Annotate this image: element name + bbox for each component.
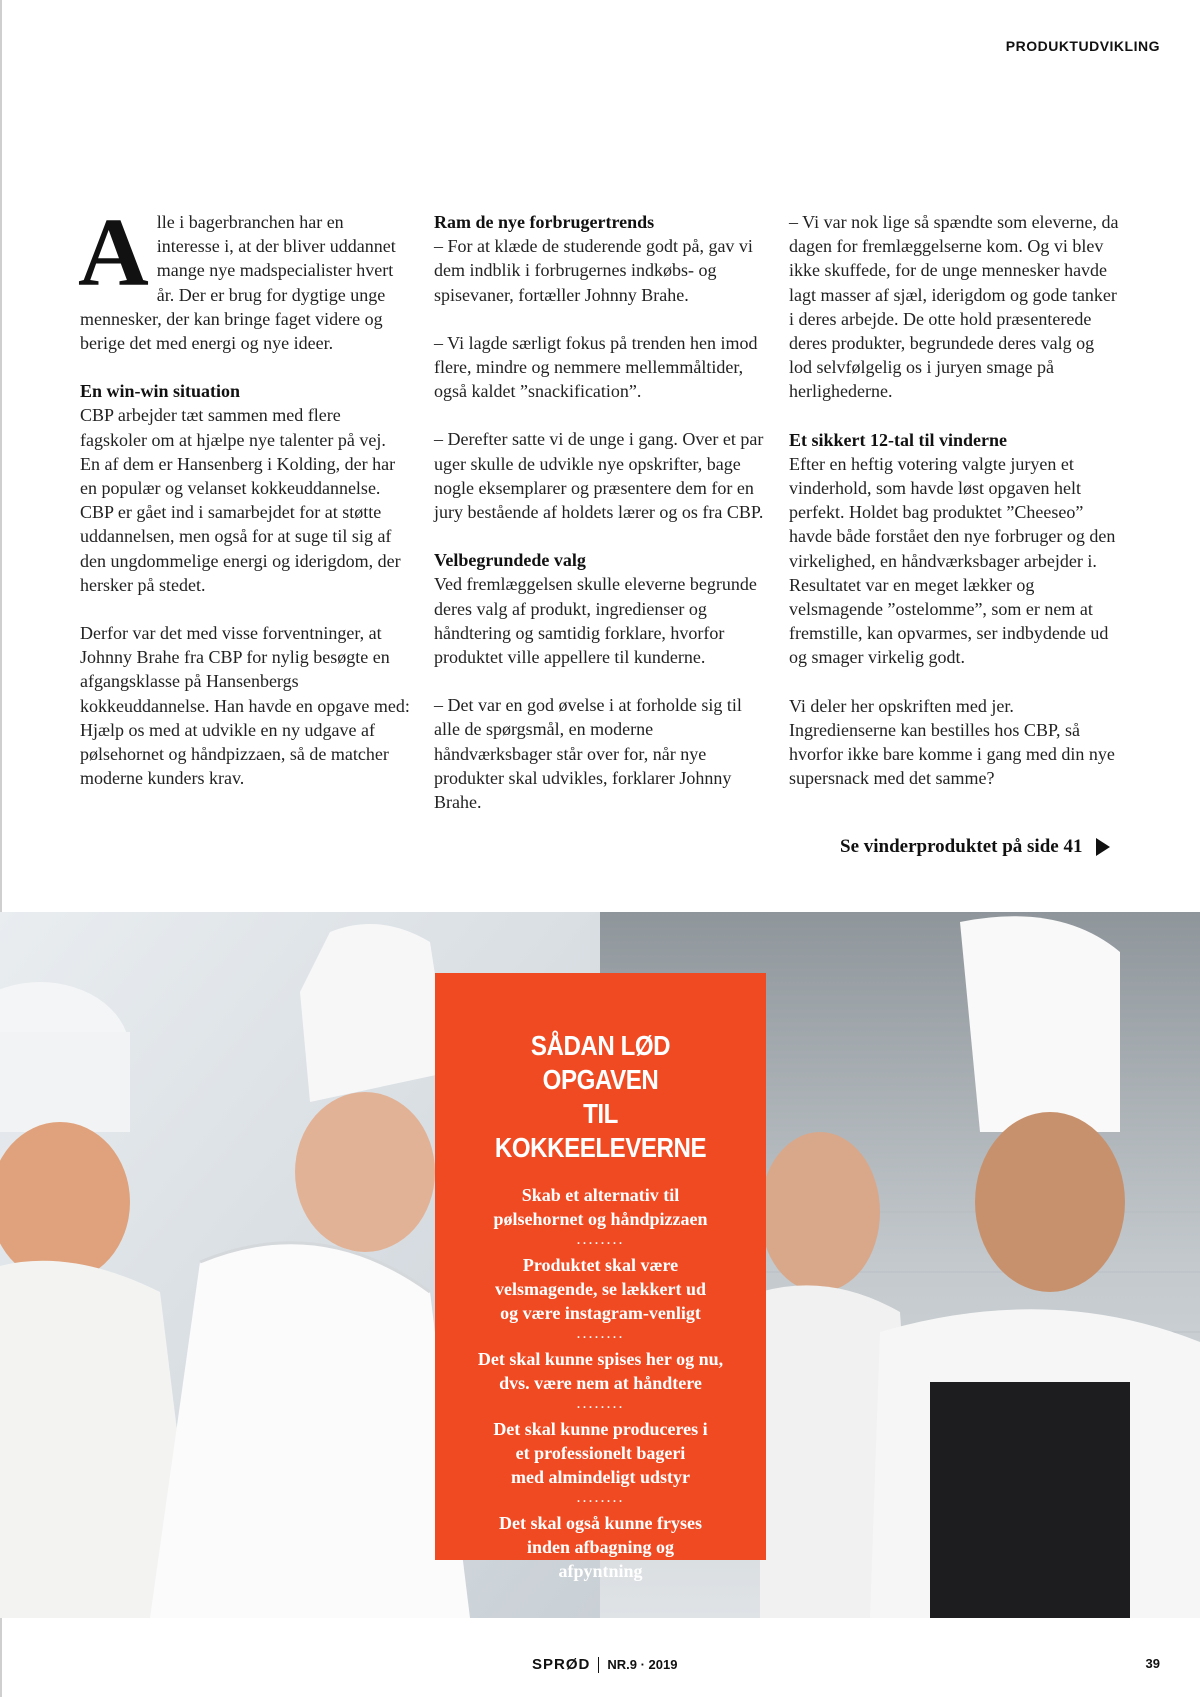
- requirement-line: dvs. være nem at håndtere: [499, 1373, 702, 1393]
- heading-winners: Et sikkert 12-tal til vinderne: [789, 429, 1007, 450]
- play-arrow-icon: [1096, 838, 1110, 856]
- brand-name: SPRØD: [532, 1656, 591, 1673]
- requirement-item: [453, 1511, 748, 1583]
- requirement-item: [453, 1417, 748, 1489]
- paragraph: Efter en heftig votering valgte juryen et vinderhold, som havde løst opgaven helt perfekt. Holdet bag produktet ”Cheeseo” havde både forstået den nye forbruger og den virkelighed, en håndværksbager arbejder i. Resultatet var en meget lækker og velsmagende ”ostelomme”, som er nem at fremstille, kan opvarmes, ser indbydende ud og smager virkelig godt.: [789, 453, 1116, 668]
- separator-dots: ........: [576, 1395, 625, 1412]
- infobox-title: [475, 1029, 725, 1165]
- intro-paragraph: [78, 199, 410, 355]
- heading-choices: Velbegrundede valg: [434, 550, 586, 571]
- paragraph: Ved fremlæggelsen skulle eleverne begrunde deres valg af produkt, ingredienser og håndtering og samtidig forklare, hvorfor produktet ville appellere til kunderne.: [434, 574, 757, 668]
- paragraph: CBP arbejder tæt sammen med flere fagskoler om at hjælpe nye talenter på vej. En af dem er Hansenberg i Kolding, der har en populær og velanset kokkeuddannelse. CBP er gået ind i samarbejdet for at støtte uddannelsen, men også for at suge til sig af den ungdommelige energi og iderigdom, der hersker på stedet.: [80, 405, 401, 595]
- infobox-title-line: TIL KOKKEELEVERNE: [494, 1098, 707, 1163]
- dropcap: A: [78, 199, 149, 307]
- requirement-line: med almindeligt udstyr: [510, 1467, 690, 1487]
- footer-masthead: [532, 1656, 677, 1673]
- heading-trends: Ram de nye forbrugertrends: [434, 212, 655, 232]
- separator-dots: ........: [576, 1231, 625, 1248]
- requirement-line: afpyntning: [558, 1561, 643, 1581]
- requirement-item: [453, 1183, 748, 1231]
- requirement-line: velsmagende, se lækkert ud: [495, 1279, 706, 1299]
- requirement-item: [453, 1347, 748, 1395]
- footer-divider: [598, 1657, 599, 1673]
- requirement-line: Produktet skal være: [522, 1255, 679, 1275]
- task-infobox: [435, 973, 766, 1581]
- paragraph: – Det var en god øvelse i at forholde sig til alle de spørgsmål, en moderne håndværksbager står over for, når nye produkter skal udvikles, forklarer Johnny Brahe.: [434, 695, 742, 813]
- separator-dots: ........: [576, 1325, 625, 1342]
- paragraph: Vi deler her opskriften med jer. Ingredienserne kan bestilles hos CBP, så hvorfor ikke bare komme i gang med din nye supersnack med det samme?: [789, 695, 1115, 789]
- requirement-line: et professionelt bageri: [515, 1443, 686, 1463]
- paragraph: Derfor var det med visse forventninger, at Johnny Brahe fra CBP for nylig besøgte en afgangsklasse på Hansenbergs kokkeuddannelse. Han havde en opgave med: Hjælp os med at udvikle en ny udgave af pølsehornet og håndpizzaen, så de matcher moderne kunders krav.: [80, 623, 410, 789]
- issue-label: NR.9 · 2019: [607, 1657, 678, 1672]
- paragraph: – Vi var nok lige så spændte som eleverne, da dagen for fremlæggelserne kom. Og vi blev ikke skuffede, for de unge mennesker havde lagt masser af sjæl, iderigdom og gode tanker i deres arbejde. De otte hold præsenterede deres produkter, begrundede deres valg og lod selvfølgelig os i juryen smage på herlighederne.: [789, 212, 1119, 402]
- requirement-line: inden afbagning og: [526, 1537, 675, 1557]
- page-footer: [0, 1652, 1200, 1682]
- requirement-line: Det skal kunne spises her og nu,: [477, 1349, 724, 1369]
- intro-text: lle i bagerbranchen har en interesse i, at der bliver uddannet mange nye madspecialister hvert år. Der er brug for dygtige unge mennesker, der kan bringe faget videre og berige det med energi og nye ideer.: [80, 212, 396, 354]
- requirement-line: og være instagram-venligt: [500, 1303, 701, 1323]
- separator-dots: ........: [576, 1489, 625, 1506]
- requirement-line: Det skal også kunne fryses: [498, 1513, 703, 1533]
- requirement-line: Det skal kunne produceres i: [493, 1419, 708, 1439]
- paragraph: – Vi lagde særligt fokus på trenden hen imod flere, mindre og nemmere mellemmåltider, også kaldet ”snackification”.: [434, 332, 758, 402]
- page-number: 39: [1145, 1656, 1160, 1671]
- section-label: PRODUKTUDVIKLING: [1005, 38, 1160, 54]
- see-winner-link[interactable]: [840, 836, 1110, 858]
- requirement-line: pølsehornet og håndpizzaen: [493, 1209, 708, 1229]
- heading-win-win: En win-win situation: [80, 381, 241, 402]
- infobox-title-line: SÅDAN LØD OPGAVEN: [530, 1030, 671, 1095]
- paragraph: – Derefter satte vi de unge i gang. Over et par uger skulle de udvikle nye opskrifter, bage nogle eksemplarer og præsentere dem for en jury bestående af holdets lærer og os fra CBP.: [434, 429, 764, 523]
- article-column-2: [434, 210, 764, 838]
- requirement-item: [453, 1253, 748, 1325]
- requirement-line: Skab et alternativ til: [521, 1185, 680, 1205]
- article-column-1: [78, 199, 410, 814]
- article-column-3: [789, 210, 1119, 814]
- paragraph: – For at klæde de studerende godt på, gav vi dem indblik i forbrugernes indkøbs- og spisevaner, fortæller Johnny Brahe.: [434, 236, 753, 305]
- see-winner-text: Se vinderproduktet på side 41: [840, 836, 1083, 857]
